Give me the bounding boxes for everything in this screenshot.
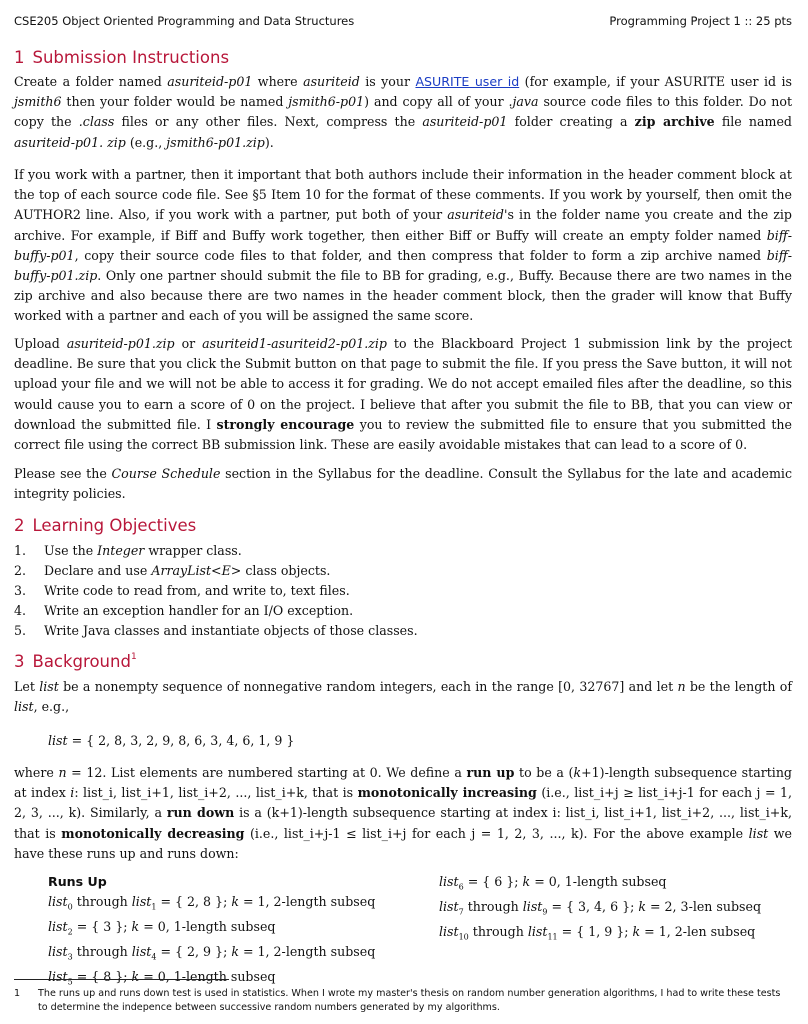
submission-paragraph-1: Create a folder named asuriteid-p01 where asuriteid is your ASURITE user id (for example, if your ASURITE user id is jsmith6 then your folder would be named jsmith6-p01) and copy all of your .java source code files to this folder. Do not copy the .class files or any other files. Next, compress the asuriteid-p01 folder creating a zip archive file named asuriteid-p01. zip (e.g., jsmith6-p01.zip). (14, 74, 792, 150)
runs-up-title: Runs Up (48, 874, 107, 889)
list-item: list$_{10}$ through list$_{11}$ = { 1, 9 }; k = 1, 2-len subseq (439, 924, 756, 942)
list-item: list$_2$ = { 3 }; k = 0, 1-length subseq (48, 918, 276, 937)
list-item: 4. Write an exception handler for an I/O exception. (14, 603, 354, 618)
learning-objectives-list (14, 541, 792, 641)
section-3-heading: 3 Background$^1$ (14, 651, 137, 671)
list-item: list$_6$ = { 6 }; k = 0, 1-length subseq (439, 874, 667, 892)
footnote: 1 The runs up and runs down test is used in statistics. When I wrote my master's thesis on random number generation algorithms, I had to write these tests to determine the indepence between successive random numbers generated by my algorithms. (14, 988, 781, 1013)
runs-up-block (48, 872, 418, 992)
submission-paragraph-4: Please see the Course Schedule section in the Syllabus for the deadline. Consult the Syllabus for the late and academic integrity policies. (14, 466, 792, 502)
list-item: 2. Declare and use ArrayList<E> class objects. (14, 563, 331, 578)
list-item: list$_7$ through list$_9$ = { 3, 4, 6 }; k = 2, 3-len subseq (439, 899, 762, 917)
submission-paragraph-2: If you work with a partner, then it important that both authors include their information in the header comment block at the top of each source code file. See §5 Item 10 for the format of these comments. If you work by yourself, then omit the AUTHOR2 line. Also, if you work with a partner, put both of your asuriteid's in the folder name you create and the zip archive. For example, if Biff and Buffy work together, then either Biff or Buffy will create an empty folder named biff-buffy-p01, copy their source code files to that folder, and then compress that folder to form a zip archive named biff-buffy-p01.zip. Only one partner should submit the file to BB for grading, e.g., Buffy. Because there are two names in the zip archive and also because there are two names in the header comment block, then the grader will know that Buffy worked with a partner and each of you will be assigned the same score. (14, 167, 792, 324)
background-paragraph-2: where n = 12. List elements are numbered starting at 0. We define a run up to be a (k+1)-length subsequence starting at index i: list_i, list_i+1, list_i+2, ..., list_i+k, that is monotonically increasing (i.e., list_i+j ≥ list_i+j-1 for each j = 1, 2, 3, ..., k). Similarly, a run down is a (k+1)-length subsequence starting at index i: list_i, list_i+1, list_i+2, ..., list_i+k, that is monotonically decreasing (i.e., list_i+j-1 ≤ list_i+j for each j = 1, 2, 3, ..., k). For the above example list we have these runs up and runs down: (14, 765, 792, 861)
runs-down-block (439, 872, 789, 947)
list-item: 5. Write Java classes and instantiate objects of those classes. (14, 623, 418, 638)
section-1-heading: 1 Submission Instructions (14, 48, 230, 67)
project-title: Programming Project 1 :: 25 pts (609, 14, 792, 28)
list-item: list$_5$ = { 8 }; k = 0, 1-length subseq (48, 968, 276, 987)
course-title: CSE205 Object Oriented Programming and Data Structures (14, 14, 355, 28)
footnote-marker: 1 (130, 651, 137, 662)
list-item: list$_0$ through list$_1$ = { 2, 8 }; k = 1, 2-length subseq (48, 893, 376, 912)
list-item: 3. Write code to read from, and write to, text files. (14, 583, 350, 598)
list-item: list$_3$ through list$_4$ = { 2, 9 }; k = 1, 2-length subseq (48, 943, 376, 962)
page-header (14, 14, 792, 32)
background-paragraph-1: Let list be a nonempty sequence of nonnegative random integers, each in the range [0, 32767] and let n be the length of list, e.g., (14, 679, 792, 715)
section-2-heading: 2 Learning Objectives (14, 516, 197, 535)
list-item: 1. Use the Integer wrapper class. (14, 543, 242, 558)
asurite-user-id-link[interactable]: ASURITE user id (415, 74, 520, 89)
footnote-rule (14, 979, 229, 980)
example-list-equation: list = { 2, 8, 3, 2, 9, 8, 6, 3, 4, 6, 1, 9 } (48, 733, 295, 748)
submission-paragraph-3: Upload asuriteid-p01.zip or asuriteid1-asuriteid2-p01.zip to the Blackboard Project 1 submission link by the project deadline. Be sure that you click the Submit button on that page to submit the file. If you press the Save button, it will not upload your file and we will not be able to access it for grading. We do not accept emailed files after the deadline, so this would cause you to earn a score of 0 on the project. I believe that after you submit the file to BB, that you can view or download the submitted file. I strongly encourage you to review the submitted file to ensure that you submitted the correct file using the correct BB submission link. These are easily avoidable mistakes that can lead to a score of 0. (14, 336, 793, 453)
